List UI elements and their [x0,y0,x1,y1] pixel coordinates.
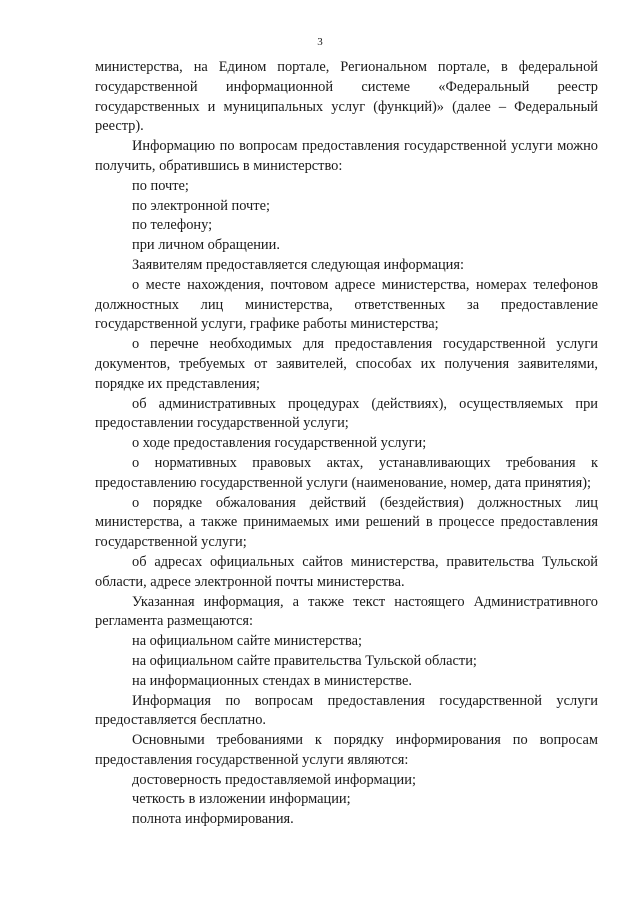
paragraph: о месте нахождения, почтовом адресе министерства, номерах телефонов должностных лиц министерства, ответственных за предоставление государственной услуги, графике работы министерства; [95,276,598,333]
list-item: по телефону; [132,217,213,234]
paragraph: Основными требованиями к порядку информирования по вопросам предоставления государственной услуги являются: [95,732,598,768]
page-number: 3 [317,36,323,48]
paragraph: о нормативных правовых актах, устанавливающих требования к предоставлению государственной услуги (наименование, номер, дата принятия); [95,454,598,491]
list-item: на информационных стендах в министерстве. [132,672,412,689]
paragraph: об административных процедурах (действиях), осуществляемых при предоставлении государственной услуги; [95,395,598,432]
paragraph: об адресах официальных сайтов министерства, правительства Тульской области, адресе электронной почты министерства. [95,553,598,590]
list-item: при личном обращении. [132,237,280,254]
list-item: четкость в изложении информации; [132,791,351,808]
paragraph: Указанная информация, а также текст настоящего Административного регламента размещаются: [95,593,598,630]
paragraph: Заявителям предоставляется следующая информация: [132,256,464,273]
list-item: на официальном сайте министерства; [132,633,362,650]
paragraph: Информацию по вопросам предоставления государственной услуги можно получить, обратившись в министерство: [95,138,598,174]
paragraph: о перечне необходимых для предоставления государственной услуги документов, требуемых от заявителей, способах их получения заявителями, порядке их представления; [95,336,598,392]
document-body [95,58,598,830]
paragraph: министерства, на Едином портале, Региональном портале, в федеральной государственной информационной системе «Федеральный реестр государственных и муниципальных услуг (функций)» (далее – Федеральный реестр). [95,59,598,135]
list-item: по электронной почте; [132,197,270,214]
paragraph: Информация по вопросам предоставления государственной услуги предоставляется бесплатно. [95,692,598,729]
list-item: по почте; [132,177,189,194]
list-item: полнота информирования. [132,811,294,828]
list-item: достоверность предоставляемой информации; [132,771,416,788]
paragraph: о порядке обжалования действий (бездействия) должностных лиц министерства, а также принимаемых ими решений в процессе предоставления государственной услуги; [95,494,598,551]
list-item: на официальном сайте правительства Тульской области; [132,652,477,669]
paragraph: о ходе предоставления государственной услуги; [132,435,427,452]
